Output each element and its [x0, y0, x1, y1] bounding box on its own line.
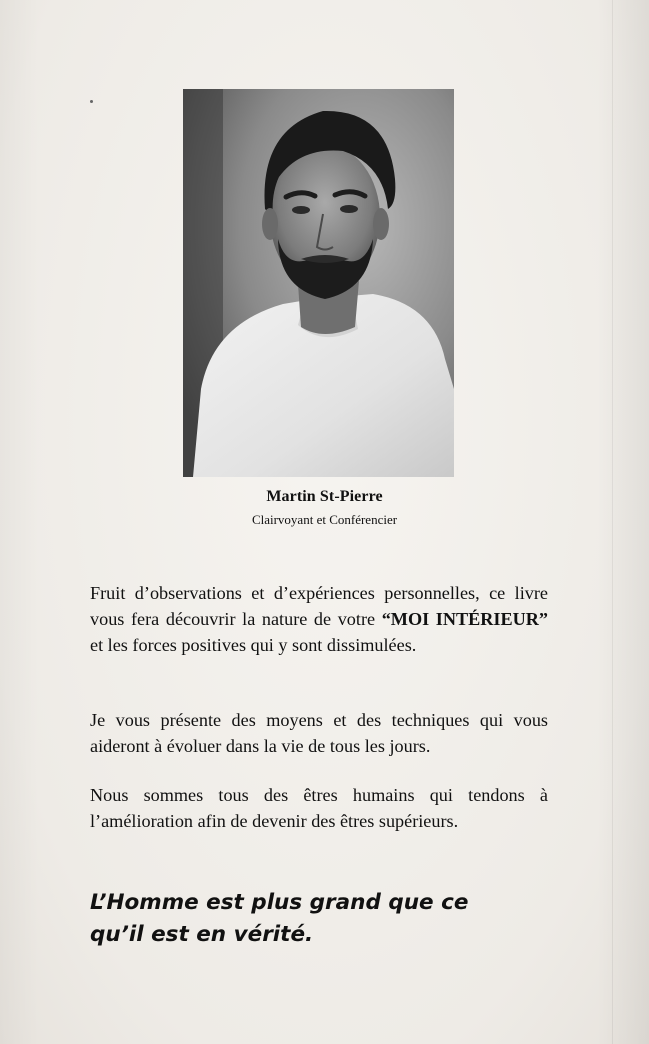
- description-paragraph-2: Je vous présente des moyens et des techniques qui vous aideront à évoluer dans la vie de tous les jours.: [90, 710, 548, 756]
- author-photo: [183, 89, 454, 477]
- author-portrait-photo-icon: [183, 89, 454, 477]
- quote-line-2: qu’il est en vérité.: [90, 922, 314, 947]
- paragraph-1-text-end: et les forces positives qui y sont dissimulées.: [90, 635, 417, 655]
- moi-interieur-emphasis: “MOI INTÉRIEUR”: [381, 609, 548, 629]
- author-name: Martin St-Pierre: [266, 488, 383, 505]
- quote-line-1: L’Homme est plus grand que ce: [90, 890, 469, 915]
- author-role: Clairvoyant et Conférencier: [251, 512, 398, 527]
- description-paragraph-3: Nous sommes tous des êtres humains qui tendons à l’amélioration afin de devenir des êtres supérieurs.: [90, 785, 548, 831]
- paper-speck: [90, 100, 93, 103]
- description-paragraph-1: [90, 580, 548, 658]
- paragraph-1-text-start: Fruit d’observations et d’expériences personnelles, ce livre vous fera découvrir la nature de votre: [90, 583, 548, 629]
- closing-quote: [90, 887, 570, 951]
